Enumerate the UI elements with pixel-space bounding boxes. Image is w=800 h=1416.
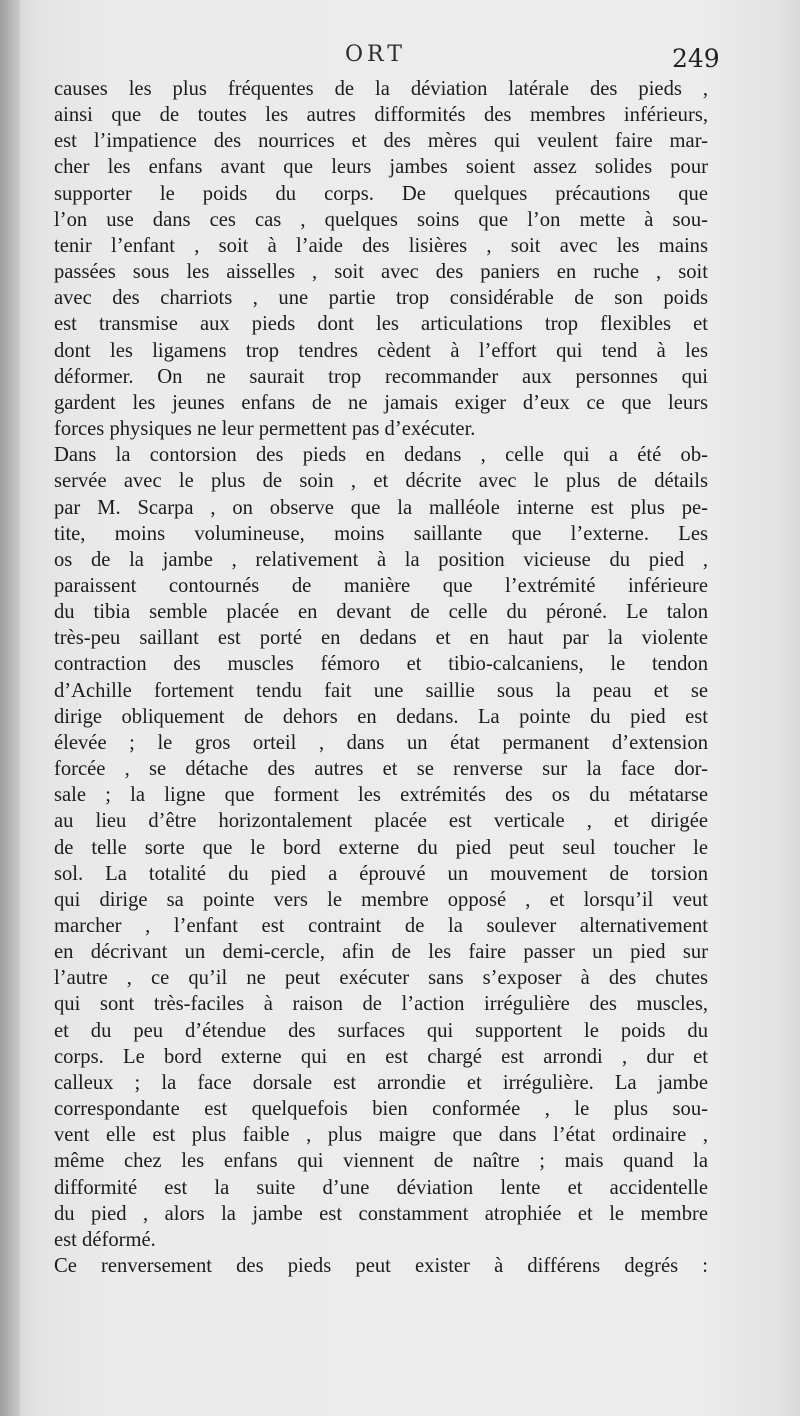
text-line: difformité est la suite d’une déviation lente et accidentelle — [54, 1176, 708, 1199]
text-line: correspondante est quelquefois bien conformée , le plus sou- — [54, 1098, 708, 1121]
text-line: très-peu saillant est porté en dedans et en haut par la violente — [54, 627, 708, 650]
text-line: l’on use dans ces cas , quelques soins que l’on mette à sou- — [54, 208, 708, 231]
text-line: l’autre , ce qu’il ne peut exécuter sans s’exposer à des chutes — [54, 967, 708, 990]
text-line: servée avec le plus de soin , et décrite avec le plus de détails — [54, 470, 708, 493]
text-line: dirige obliquement de dehors en dedans. La pointe du pied est — [54, 705, 708, 728]
text-line: avec des charriots , une partie trop considérable de son poids — [54, 287, 708, 310]
text-line: est l’impatience des nourrices et des mères qui veulent faire mar- — [54, 130, 708, 153]
text-line: Ce renversement des pieds peut exister à différens degrés : — [54, 1255, 708, 1278]
text-line: dont les ligamens trop tendres cèdent à l’effort qui tend à les — [54, 339, 708, 362]
text-line: de telle sorte que le bord externe du pied peut seul toucher le — [54, 836, 708, 859]
text-line: et du peu d’étendue des surfaces qui supportent le poids du — [54, 1019, 708, 1042]
text-line: contraction des muscles fémoro et tibio-calcaniens, le tendon — [54, 653, 708, 676]
page-number: 249 — [672, 44, 720, 73]
text-line: vent elle est plus faible , plus maigre que dans l’état ordinaire , — [54, 1124, 708, 1147]
text-line: os de la jambe , relativement à la position vicieuse du pied , — [54, 548, 708, 571]
text-line: qui dirige sa pointe vers le membre opposé , et lorsqu’il veut — [54, 888, 708, 911]
text-line: cher les enfans avant que leurs jambes soient assez solides pour — [54, 156, 708, 179]
text-line: au lieu d’être horizontalement placée est verticale , et dirigée — [54, 810, 708, 833]
text-line: du pied , alors la jambe est constamment atrophiée et le membre — [54, 1202, 708, 1225]
text-line: gardent les jeunes enfans de ne jamais exiger d’eux ce que leurs — [54, 391, 708, 414]
page-gutter-shadow — [0, 0, 20, 1416]
text-line: supporter le poids du corps. De quelques précautions que — [54, 182, 708, 205]
text-line: d’Achille fortement tendu fait une saillie sous la peau et se — [54, 679, 708, 702]
text-line: tite, moins volumineuse, moins saillante que l’externe. Les — [54, 522, 708, 545]
text-line: du tibia semble placée en devant de celle du péroné. Le talon — [54, 601, 708, 624]
text-line: sol. La totalité du pied a éprouvé un mouvement de torsion — [54, 862, 708, 885]
text-line: tenir l’enfant , soit à l’aide des lisières , soit avec les mains — [54, 234, 708, 257]
text-line: marcher , l’enfant est contraint de la soulever alternativement — [54, 915, 708, 937]
body-text — [54, 76, 708, 1279]
text-line: corps. Le bord externe qui en est chargé est arrondi , dur et — [54, 1045, 708, 1068]
text-line: calleux ; la face dorsale est arrondie et irrégulière. La jambe — [54, 1071, 708, 1094]
text-line: élevée ; le gros orteil , dans un état permanent d’extension — [54, 731, 708, 754]
text-line: causes les plus fréquentes de la déviation latérale des pieds , — [54, 78, 708, 100]
text-line: Dans la contorsion des pieds en dedans , celle qui a été ob- — [54, 444, 708, 467]
text-line: en décrivant un demi-cercle, afin de les faire passer un pied sur — [54, 941, 708, 964]
text-line: forcée , se détache des autres et se renverse sur la face dor- — [54, 758, 708, 781]
running-head: ORT — [345, 42, 406, 67]
text-line: sale ; la ligne que forment les extrémités des os du métatarse — [54, 784, 708, 807]
text-line: qui sont très-faciles à raison de l’action irrégulière des muscles, — [54, 993, 708, 1016]
text-line: ainsi que de toutes les autres difformités des membres inférieurs, — [54, 104, 708, 127]
text-line: est transmise aux pieds dont les articulations trop flexibles et — [54, 313, 708, 336]
text-line: passées sous les aisselles , soit avec des paniers en ruche , soit — [54, 261, 708, 284]
text-line: est déformé. — [54, 1228, 156, 1251]
text-line: forces physiques ne leur permettent pas d’exécuter. — [54, 418, 476, 441]
text-line: par M. Scarpa , on observe que la malléole interne est plus pe- — [54, 496, 708, 519]
text-line: même chez les enfans qui viennent de naître ; mais quand la — [54, 1150, 708, 1173]
text-line: déformer. On ne saurait trop recommander aux personnes qui — [54, 365, 708, 388]
text-line: paraissent contournés de manière que l’extrémité inférieure — [54, 574, 708, 597]
